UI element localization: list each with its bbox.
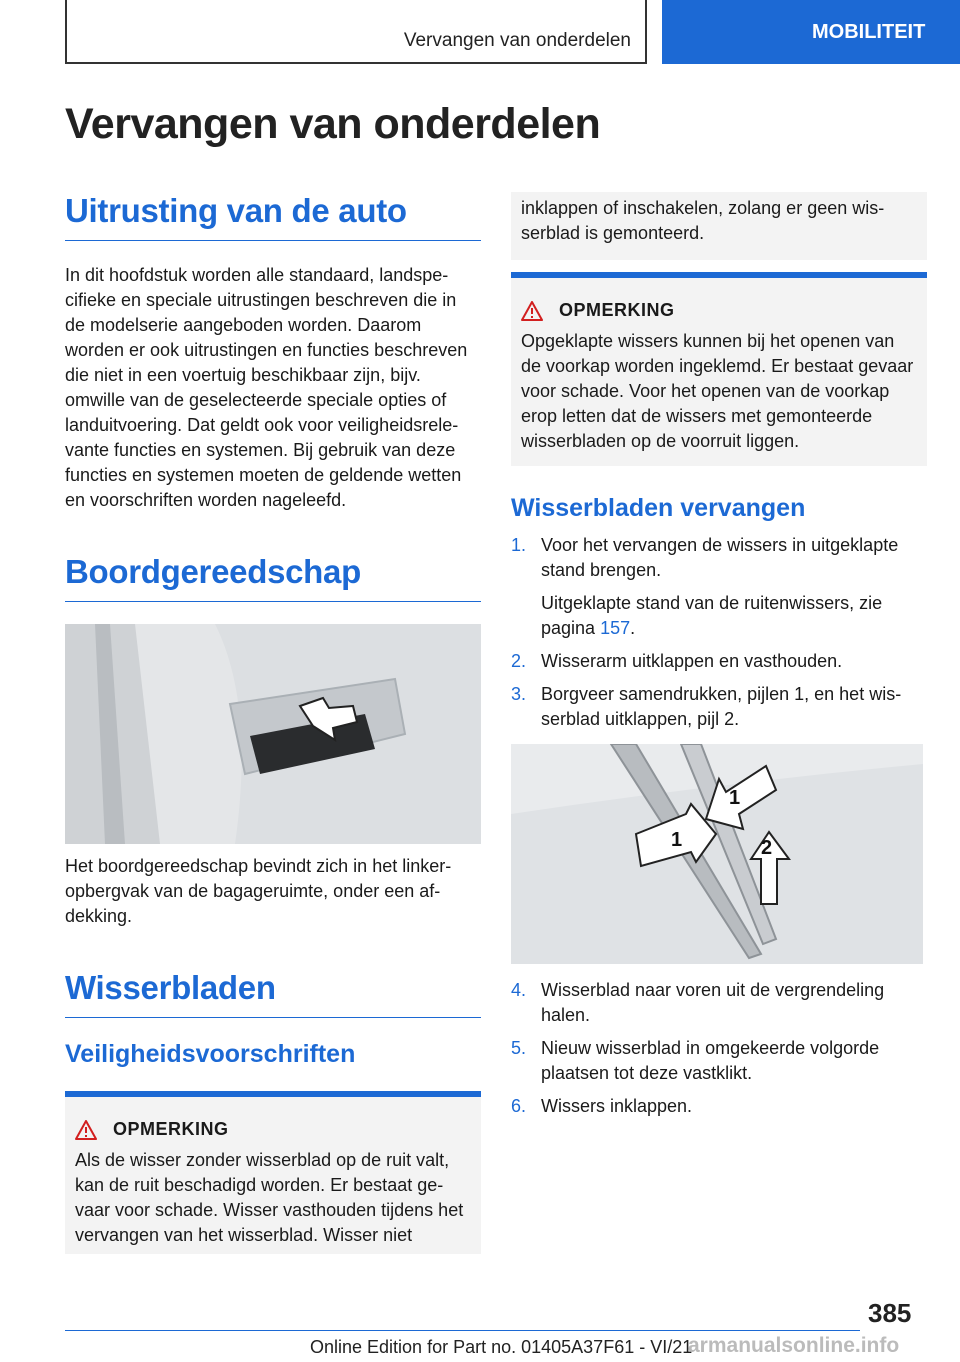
- step-6: [511, 1094, 927, 1119]
- step-number: 6.: [511, 1096, 527, 1116]
- heading-wisserbladen: Wisserbladen: [65, 969, 481, 1018]
- step-number: 2.: [511, 651, 527, 671]
- page-number: 385: [868, 1298, 912, 1328]
- warning-note-2: [511, 272, 927, 466]
- step-1-subnote-text: Uitgeklapte stand van de ruitenwissers, zie pagina: [541, 593, 883, 638]
- warning-note-1: [65, 1091, 481, 1254]
- header-tab-label: MOBILITEIT: [812, 20, 926, 43]
- heading-uitrusting: Uitrusting van de auto: [65, 192, 481, 241]
- step-1: [511, 533, 927, 641]
- wiper-photo: [511, 744, 923, 964]
- step-text: Wisserblad naar voren uit de vergrendeling halen.: [541, 980, 885, 1025]
- warning-note-1-text: Als de wisser zonder wisserblad op de ruit valt, kan de ruit beschadigd worden. Er bestaat gevaar voor schade. Wisser vasthouden tijdens het vervangen van het wisserblad. Wisser niet: [75, 1150, 464, 1245]
- heading-veiligheidsvoorschriften: Veiligheidsvoorschriften: [65, 1040, 356, 1068]
- warning-note-1-continued-text: inklappen of inschakelen, zolang er geen wisserblad is gemonteerd.: [521, 198, 885, 243]
- step-number: 5.: [511, 1038, 527, 1058]
- toolkit-illustration: [65, 624, 481, 844]
- step-1-subnote-end: .: [630, 618, 636, 638]
- warning-note-2-text: Opgeklapte wissers kunnen bij het openen van de voorkap worden ingeklemd. Er bestaat gevaar voor schade. Voor het openen van de voorkap erop letten dat de wissers met gemonteerde wisserbladen op de voorruit liggen.: [521, 331, 914, 451]
- step-3: [511, 682, 927, 732]
- step-text: Nieuw wisserblad in omgekeerde volgorde plaatsen tot deze vastklikt.: [541, 1038, 880, 1083]
- watermark: armanualsonline.info: [688, 1334, 900, 1357]
- wiper-illustration: [511, 744, 923, 964]
- warning-triangle-icon: [75, 1120, 97, 1140]
- warning-note-2-label: OPMERKING: [559, 300, 675, 320]
- warning-triangle-icon: [521, 301, 543, 321]
- step-text: Wisserarm uitklappen en vasthouden.: [541, 651, 843, 671]
- steps-list-a: [511, 533, 927, 732]
- step-text: Borgveer samendrukken, pijlen 1, en het wisserblad uitklappen, pijl 2.: [541, 684, 902, 729]
- paragraph-boordgereedschap: Het boordgereedschap bevindt zich in het linkeropbergvak van de bagageruimte, onder een afdekking.: [65, 856, 452, 926]
- toolkit-photo: [65, 624, 481, 844]
- arrow-label-2: 2: [761, 837, 773, 859]
- page-reference-link[interactable]: 157: [600, 618, 631, 638]
- steps-list-b: [511, 978, 927, 1119]
- arrow-label-1b: 1: [729, 787, 741, 809]
- step-number: 3.: [511, 684, 527, 704]
- step-text: Voor het vervangen de wissers in uitgeklapte stand brengen.: [541, 535, 899, 580]
- heading-boordgereedschap: Boordgereedschap: [65, 553, 481, 602]
- heading-wisserbladen-vervangen: Wisserbladen vervangen: [511, 494, 806, 522]
- step-5: [511, 1036, 927, 1086]
- step-number: 1.: [511, 535, 527, 555]
- right-column: [511, 192, 927, 1127]
- paragraph-uitrusting: In dit hoofdstuk worden alle standaard, landspecifieke en speciale uitrustingen beschreven die in de modelserie aangeboden worden. Daarom worden er ook uitrustingen en functies beschreven die niet in een voertuig beschikbaar zijn, bijv. omwille van de geselecteerde speciale opties of landuitvoering. Dat geldt ook voor veiligheidsrelevante functies en systemen. Bij gebruik van deze functies en systemen moeten de geldende wetten en voorschriften worden nageleefd.: [65, 265, 468, 510]
- step-number: 4.: [511, 980, 527, 1000]
- header-frame: [65, 0, 647, 64]
- warning-note-1-continued: [511, 192, 927, 260]
- footer-divider: [65, 1330, 860, 1331]
- arrow-label-1a: 1: [671, 829, 683, 851]
- page-title: Vervangen van onderdelen: [65, 100, 601, 148]
- step-4: [511, 978, 927, 1028]
- step-text: Wissers inklappen.: [541, 1096, 693, 1116]
- step-1-subnote: [541, 591, 927, 641]
- left-column: [65, 192, 481, 1254]
- header-chapter-tab: [662, 0, 960, 64]
- step-2: [511, 649, 927, 674]
- header-section-title: Vervangen van onderdelen: [403, 30, 631, 51]
- warning-note-1-label: OPMERKING: [113, 1119, 229, 1139]
- footer-edition: Online Edition for Part no. 01405A37F61 - VI/21: [310, 1337, 693, 1357]
